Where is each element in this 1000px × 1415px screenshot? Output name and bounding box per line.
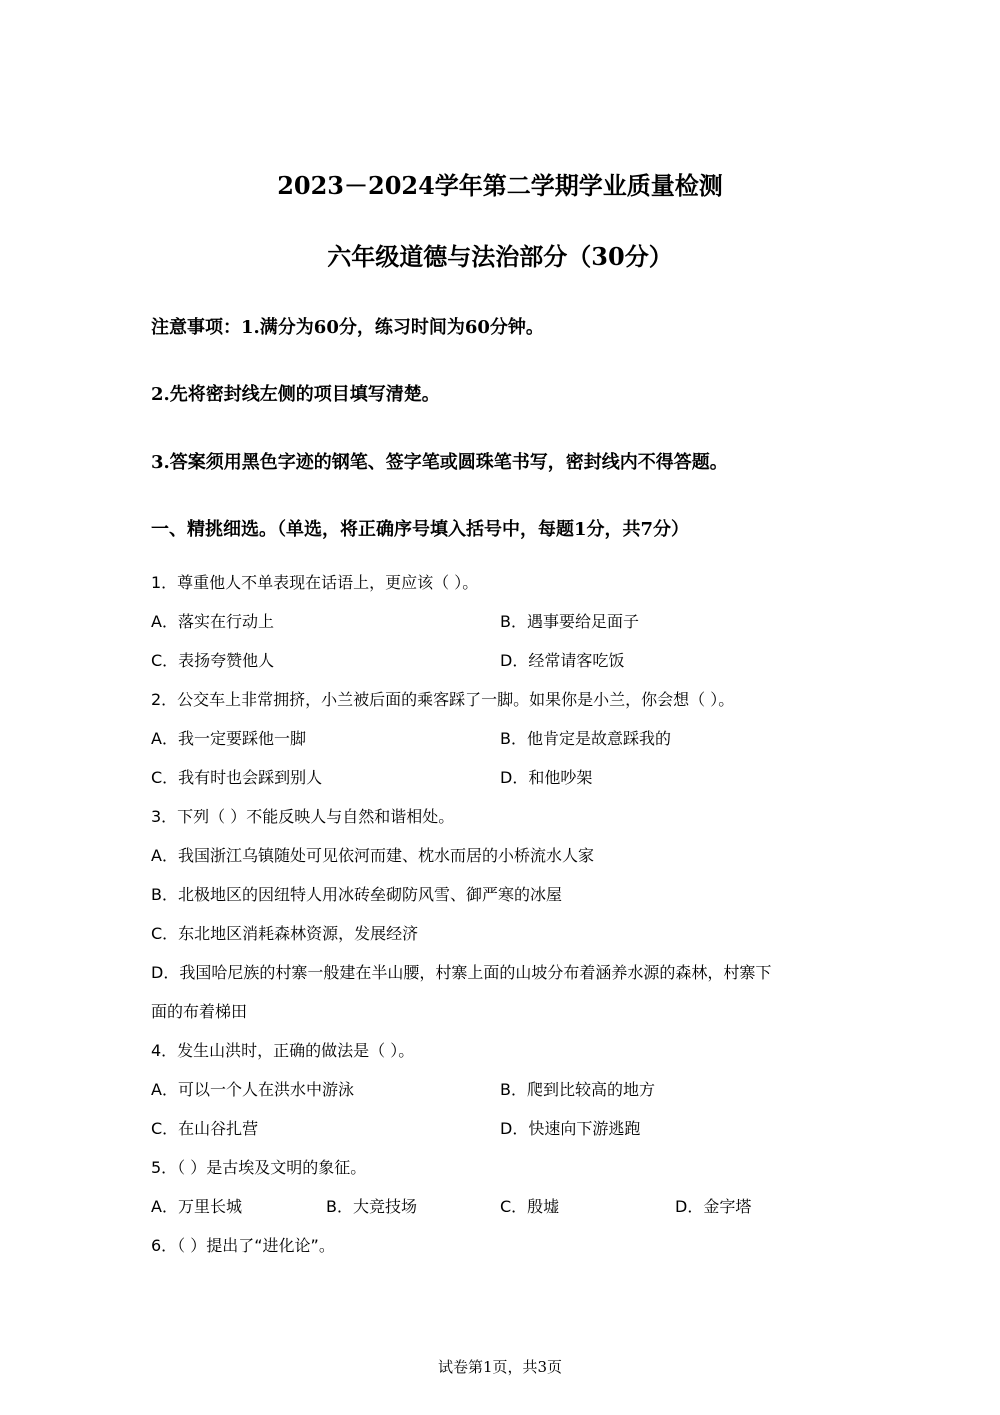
question-option: D．和他吵架 xyxy=(500,768,593,787)
question-option: D．我国哈尼族的村寨一般建在半山腰，村寨上面的山坡分布着涵养水源的森林，村寨下 xyxy=(151,963,772,982)
exam-title: 2023－2024学年第二学期学业质量检测 xyxy=(277,171,723,200)
question-option: B．爬到比较高的地方 xyxy=(500,1080,655,1099)
question-option: B．北极地区的因纽特人用冰砖垒砌防风雪、御严寒的冰屋 xyxy=(151,885,562,904)
question-option: A．万里长城 xyxy=(151,1197,242,1216)
question-option: C．殷墟 xyxy=(500,1197,560,1216)
question-stem: 1．尊重他人不单表现在话语上，更应该（ ）。 xyxy=(151,573,479,592)
question-option: B．大竞技场 xyxy=(326,1197,417,1216)
question-stem: 4．发生山洪时，正确的做法是（ ）。 xyxy=(151,1041,415,1060)
exam-subtitle: 六年级道德与法治部分（30分） xyxy=(327,242,673,271)
question-option: A．我国浙江乌镇随处可见依河而建、枕水而居的小桥流水人家 xyxy=(151,846,594,865)
question-option: A．落实在行动上 xyxy=(151,612,274,631)
question-stem: 5．（ ）是古埃及文明的象征。 xyxy=(151,1158,367,1177)
question-stem: 6．（ ）提出了“进化论”。 xyxy=(151,1236,335,1255)
question-option: B．他肯定是故意踩我的 xyxy=(500,729,671,748)
question-option: C．表扬夸赞他人 xyxy=(151,651,275,670)
question-option: D．快速向下游逃跑 xyxy=(500,1119,641,1138)
question-option: B．遇事要给足面子 xyxy=(500,612,639,631)
question-option: C．东北地区消耗森林资源，发展经济 xyxy=(151,924,419,943)
section-heading: 一、精挑细选。（单选，将正确序号填入括号中，每题1分，共7分） xyxy=(151,519,690,540)
question-option: D．经常请客吃饭 xyxy=(500,651,625,670)
note-line-2: 2.先将密封线左侧的项目填写清楚。 xyxy=(151,384,440,405)
question-stem: 2．公交车上非常拥挤，小兰被后面的乘客踩了一脚。如果你是小兰，你会想（ ）。 xyxy=(151,690,735,709)
question-option: D．金字塔 xyxy=(675,1197,752,1216)
note-line-3: 3.答案须用黑色字迹的钢笔、签字笔或圆珠笔书写，密封线内不得答题。 xyxy=(151,452,728,473)
page-footer: 试卷第1页，共3页 xyxy=(437,1358,563,1376)
question-option: A．可以一个人在洪水中游泳 xyxy=(151,1080,354,1099)
question-option-continuation: 面的布着梯田 xyxy=(151,1002,248,1021)
note-line-1: 注意事项：1.满分为60分，练习时间为60分钟。 xyxy=(151,317,544,338)
question-stem: 3．下列（ ）不能反映人与自然和谐相处。 xyxy=(151,807,455,826)
question-option: A．我一定要踩他一脚 xyxy=(151,729,306,748)
question-option: C．我有时也会踩到别人 xyxy=(151,768,323,787)
question-option: C．在山谷扎营 xyxy=(151,1119,259,1138)
